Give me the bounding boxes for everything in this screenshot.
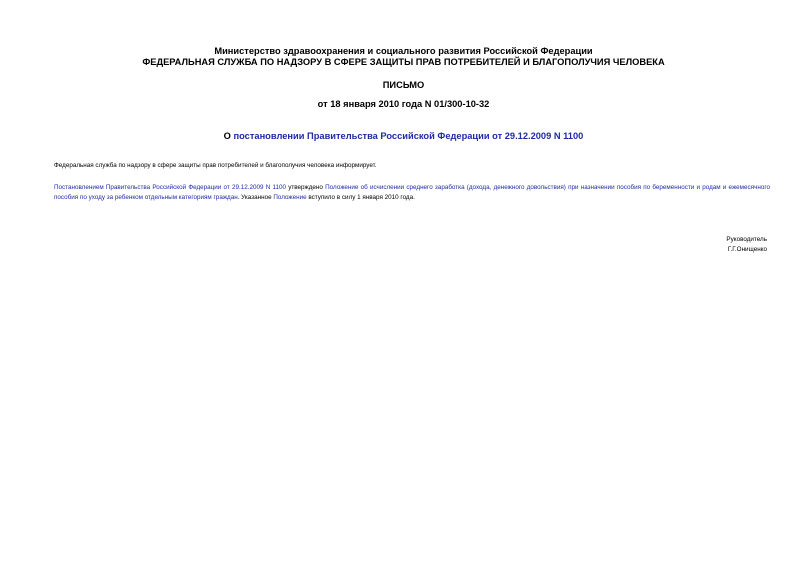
paragraph-text: вступило в силу 1 января 2010 года. (306, 194, 415, 201)
signature-block (726, 235, 767, 255)
body-paragraph-2 (54, 183, 770, 203)
regulation-link[interactable]: Положение об исчислении среднего заработка (дохода, денежного довольствия) при назначении пособия по беременности и родам и ежемесячного пособия по уходу за ребенком отдельным категориям граждан (54, 184, 770, 201)
signature-title: Руководитель (726, 236, 767, 243)
document-type: ПИСЬМО (382, 80, 425, 90)
document-header (0, 46, 807, 68)
resolution-link[interactable]: Постановлением Правительства Российской Федерации от 29.12.2009 N 1100 (54, 184, 287, 191)
body-paragraph-1: Федеральная служба по надзору в сфере защиты прав потребителей и благополучия человека информирует. (54, 162, 377, 169)
document-date-number: от 18 января 2010 года N 01/300-10-32 (317, 99, 490, 109)
ministry-name: Министерство здравоохранения и социального развития Российской Федерации (214, 46, 593, 56)
document-subject (0, 131, 807, 141)
subject-link[interactable]: постановлении Правительства Российской Федерации от 29.12.2009 N 1100 (233, 131, 584, 141)
regulation-short-link[interactable]: Положение (273, 194, 307, 201)
paragraph-text: утверждено (286, 184, 326, 191)
service-name: ФЕДЕРАЛЬНАЯ СЛУЖБА ПО НАДЗОРУ В СФЕРЕ ЗАЩИТЫ ПРАВ ПОТРЕБИТЕЛЕЙ И БЛАГОПОЛУЧИЯ ЧЕЛОВЕКА (142, 57, 665, 67)
paragraph-text: . Указанное (237, 194, 274, 201)
signature-name: Г.Г.Онищенко (727, 246, 767, 253)
subject-prefix: О (223, 131, 234, 141)
